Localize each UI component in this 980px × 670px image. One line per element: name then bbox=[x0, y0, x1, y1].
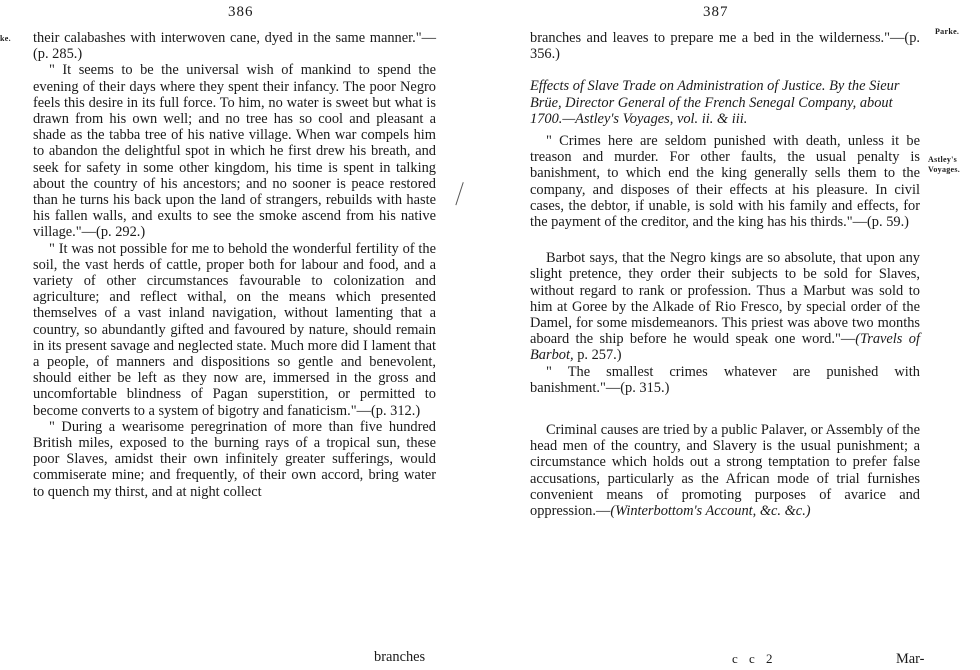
criminal-causes-paragraph bbox=[530, 422, 920, 519]
barbot-page: p. 257.) bbox=[577, 347, 622, 364]
catchword-left: branches bbox=[374, 649, 426, 665]
barbot-text: Barbot says, that the Negro kings are so absolute, that upon any slight pretence, they order their subjects to be sold for Slaves, without regard to rank or profession. Thus a Marbut was sold to him at Goree by the Alkade of Rio Fresco, by special order of the Damel, for some misdemeanors. This priest was above two months aboard the ship before he would speak one word."— bbox=[530, 250, 920, 348]
left-page-text bbox=[33, 30, 436, 500]
right-page-text bbox=[530, 30, 920, 519]
barbot-reference: (Travels of Barbot, bbox=[530, 331, 920, 364]
smallest-crimes-paragraph: " The smallest crimes whatever are punished with banishment."—(p. 315.) bbox=[530, 363, 920, 396]
signature-mark: c c 2 bbox=[732, 651, 777, 666]
brue-quote-paragraph: " Crimes here are seldom punished with death, unless it be treason and murder. For other faults, the usual penalty is banishment, to which end the king generally sells them to the company, and disposes of their effects at his pleasure. In civil cases, the debtor, if unable, is sold with his family and effects, for the payment of the creditor, and the king has his thirds."—(p. 59.) bbox=[530, 133, 920, 231]
right-opening-paragraph: branches and leaves to prepare me a bed in the wilderness."—(p. 356.) bbox=[530, 30, 920, 63]
left-paragraph-2: " It seems to be the universal wish of mankind to spend the evening of their days where they spent their infancy. The poor Negro feels this desire in its full force. To him, no water is sweet but what is drawn from his own well; and no tree has so cool and pleasant a shade as the tabba tree of his native village. When war compels him to abandon the delightful spot in which he first drew his breath, and seek for safety in some other kingdom, his time is spent in talking about the country of his ancestors; and no sooner is peace restored than he turns his back upon the land of strangers, rebuilds with haste his fallen walls, and exults to see the smoke ascend from his native village."—(p. 292.) bbox=[33, 62, 436, 241]
gutter-mark bbox=[455, 182, 465, 206]
catchword-right: Mar- bbox=[896, 651, 925, 667]
left-paragraph-1: their calabashes with interwoven cane, dyed in the same manner."—(p. 285.) bbox=[33, 30, 436, 63]
margin-note-parke: Parke. bbox=[935, 27, 960, 36]
margin-note-left: ke. bbox=[0, 34, 11, 43]
section-heading: Effects of Slave Trade on Administration of Justice. By the Sieur Brüe, Director General of the French Senegal Company, about 1700.—Astley's Voyages, vol. ii. & iii. bbox=[530, 78, 900, 127]
left-paragraph-3: " It was not possible for me to behold the wonderful fertility of the soil, the vast herds of cattle, proper both for labour and food, and a variety of other circumstances favourable to colonization and agriculture; and reflect withal, on the means which presented themselves of a vast inland navigation, without lamenting that a country, so abundantly gifted and favoured by nature, should remain in its present savage and neglected state. Much more did I lament that a people, of manners and dispositions so gentle and benevolent, should either be left as they now are, immersed in the gross and uncomfortable blindness of Pagan superstition, or permitted to become converts to a system of bigotry and fanaticism."—(p. 312.) bbox=[33, 240, 436, 419]
criminal-text: Criminal causes are tried by a public Palaver, or Assembly of the head men of the country, and Slavery is the usual punishment; a circumstance which holds out a strong temptation to prefer false accusations, particularly as the African mode of trial furnishes convenient means of promoting purposes of avarice and oppression.— bbox=[530, 422, 920, 520]
winterbottom-reference: (Winterbottom's Account, &c. &c.) bbox=[610, 503, 811, 520]
margin-note-astley: Astley's Voyages. bbox=[928, 155, 961, 174]
page-number-right: 387 bbox=[703, 4, 729, 20]
left-paragraph-4: " During a wearisome peregrination of more than five hundred British miles, exposed to the burning rays of a tropical sun, these poor Slaves, amidst their own infinitely greater sufferings, would commiserate mine; and frequently, of their own accord, bring water to quench my thirst, and at night collect bbox=[33, 418, 436, 500]
barbot-paragraph bbox=[530, 250, 920, 363]
page-number-left: 386 bbox=[228, 4, 254, 20]
